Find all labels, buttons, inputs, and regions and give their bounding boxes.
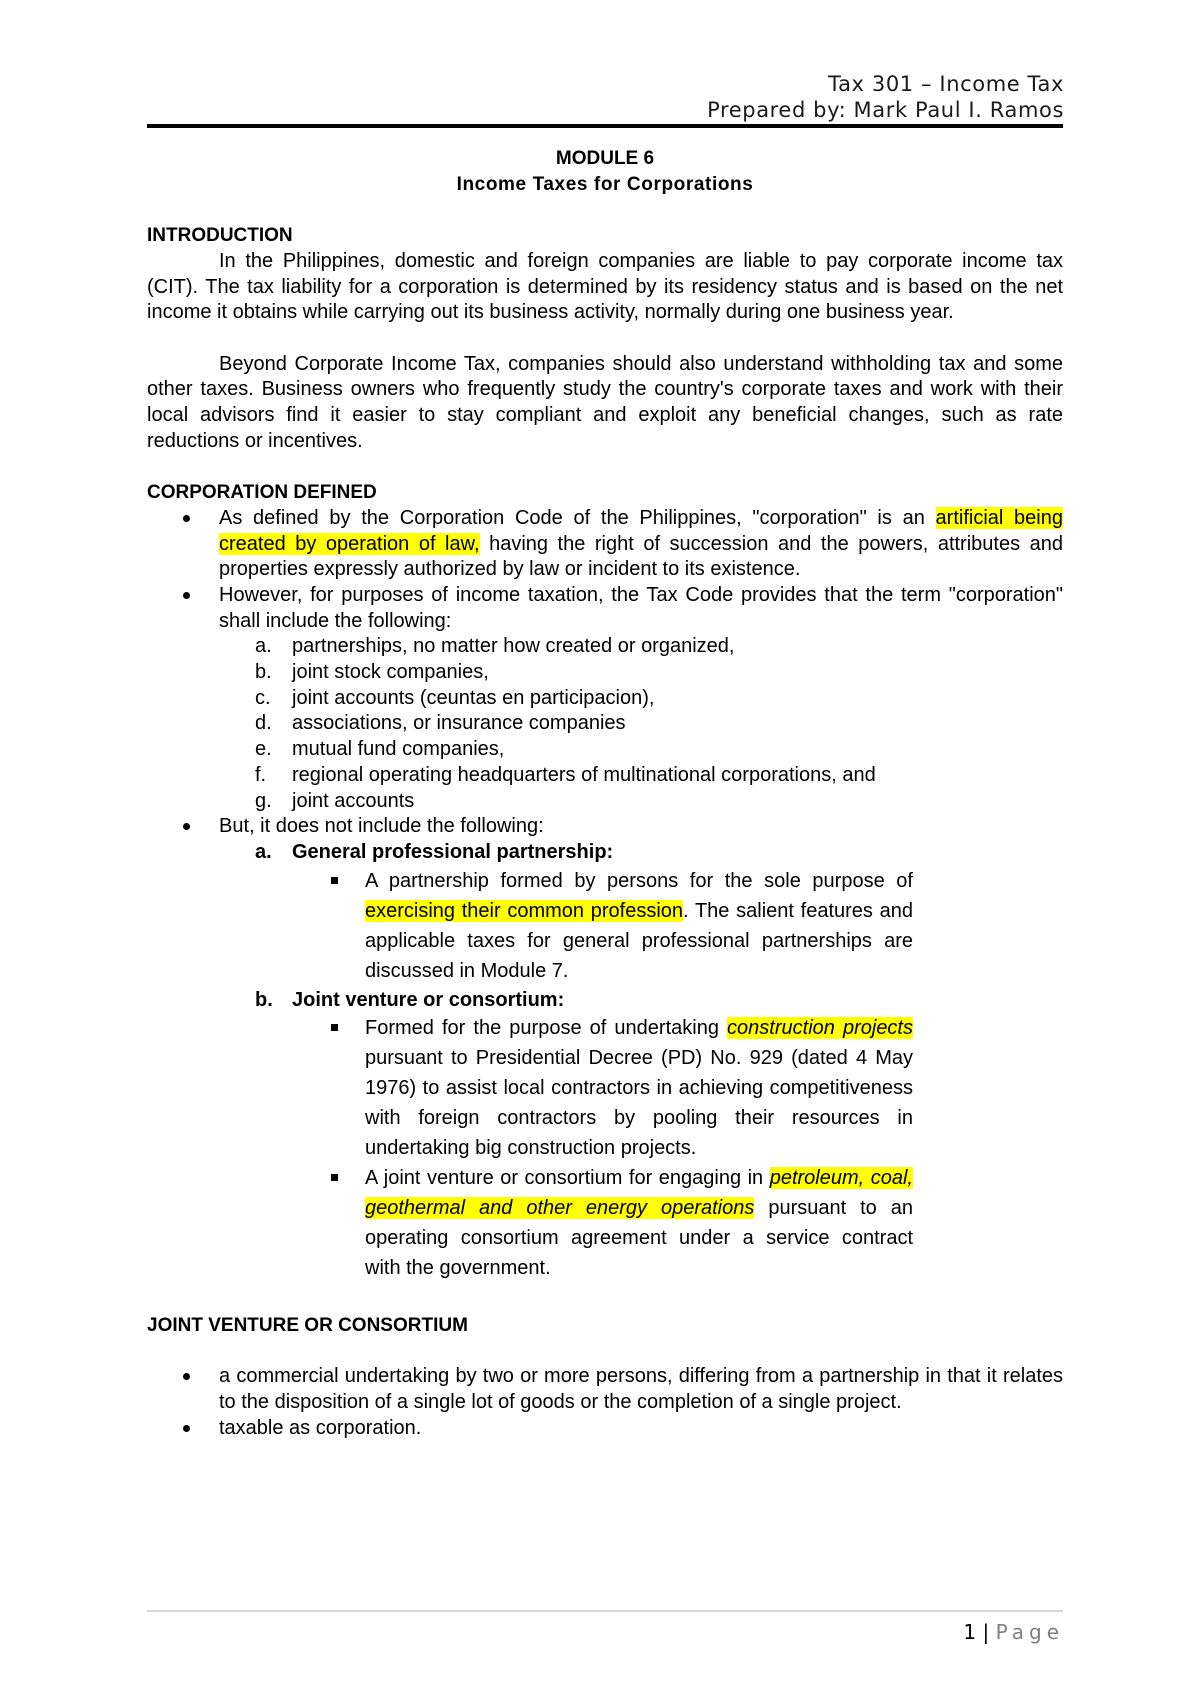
bullet-item: As defined by the Corporation Code of the Philippines, "corporation" is an artificial being created by operation of law, having the right of succession and the powers, attributes and properties expressly authorized by law or incident to its existence. [147,506,1063,583]
intro-paragraph-1: In the Philippines, domestic and foreign companies are liable to pay corporate income tax (CIT). The tax liability for a corporation is determined by its residency status and is based on the net income it obtains while carrying out its business activity, normally during one business year. [147,249,1063,324]
list-item: e. mutual fund companies, [255,738,505,761]
square-bullet-icon [331,1174,338,1181]
intro-heading: INTRODUCTION [147,225,293,247]
bullet-dot-icon [183,515,190,522]
exclusion-heading: b. Joint venture or consortium: [255,988,565,1011]
sub-bullet-item: A joint venture or consortium for engaging in petroleum, coal, geothermal and other energy operations pursuant to an operating consortium agreement under a service contract with the government. [365,1163,913,1283]
module-title: MODULE 6 [555,148,655,169]
sub-bullet-item: Formed for the purpose of undertaking construction projects pursuant to Presidential Decree (PD) No. 929 (dated 4 May 1976) to assist local contractors in achieving competitiveness with foreign contractors by pooling their resources in undertaking big construction projects. [365,1013,913,1163]
square-bullet-icon [331,877,338,884]
highlight: exercising their common profession [365,899,684,922]
module-subtitle: Income Taxes for Corporations [456,173,754,195]
list-item: g. joint accounts [255,789,415,812]
bullet-dot-icon [183,823,190,830]
page-label: Page [995,1620,1064,1644]
page-number: 1 [963,1620,977,1644]
bullet-dot-icon [183,1373,190,1380]
highlight: artificial being created by operation of law, [219,506,1063,555]
bullet-item: a commercial undertaking by two or more persons, differing from a partnership in that it relates to the disposition of a single lot of goods or the completion of a single project. [147,1364,1063,1415]
list-item: f. regional operating headquarters of multinational corporations, and [255,763,876,786]
square-bullet-icon [331,1024,338,1031]
exclusion-heading: a. General professional partnership: [255,840,614,863]
bullet-dot-icon [183,592,190,599]
intro-paragraph-2: Beyond Corporate Income Tax, companies should also understand withholding tax and some other taxes. Business owners who frequently study the country's corporate taxes and work with their local advisors find it easier to stay compliant and exploit any beneficial changes, such as rate reductions or incentives. [147,352,1063,452]
corporation-defined-heading: CORPORATION DEFINED [147,482,377,504]
list-item: c. joint accounts (ceuntas en participacion), [255,686,655,709]
highlight: construction projects [727,1017,913,1040]
sub-bullet-item: A partnership formed by persons for the sole purpose of exercising their common profession. The salient features and applicable taxes for general professional partnerships are discussed in Module 7. [365,866,913,986]
list-item: b. joint stock companies, [255,661,489,684]
bullet-item: taxable as corporation. [147,1416,1063,1442]
joint-venture-heading: JOINT VENTURE OR CONSORTIUM [147,1315,468,1337]
header-prepared-by: Prepared by: Mark Paul I. Ramos [707,98,1064,122]
bullet-item: But, it does not include the following: [147,814,1063,840]
list-item: a. partnerships, no matter how created or organized, [255,635,735,658]
header-rule [147,124,1063,128]
bullet-dot-icon [183,1425,190,1432]
highlight: petroleum, coal, geothermal and other energy operations [365,1167,913,1220]
list-item: d. associations, or insurance companies [255,712,626,735]
page-separator: | [982,1620,990,1644]
document-body [147,146,1063,1442]
page-footer [963,1620,1064,1644]
header-course: Tax 301 – Income Tax [828,72,1064,96]
footer-rule [147,1610,1063,1612]
bullet-item: However, for purposes of income taxation, the Tax Code provides that the term "corporation" shall include the following: [147,583,1063,634]
